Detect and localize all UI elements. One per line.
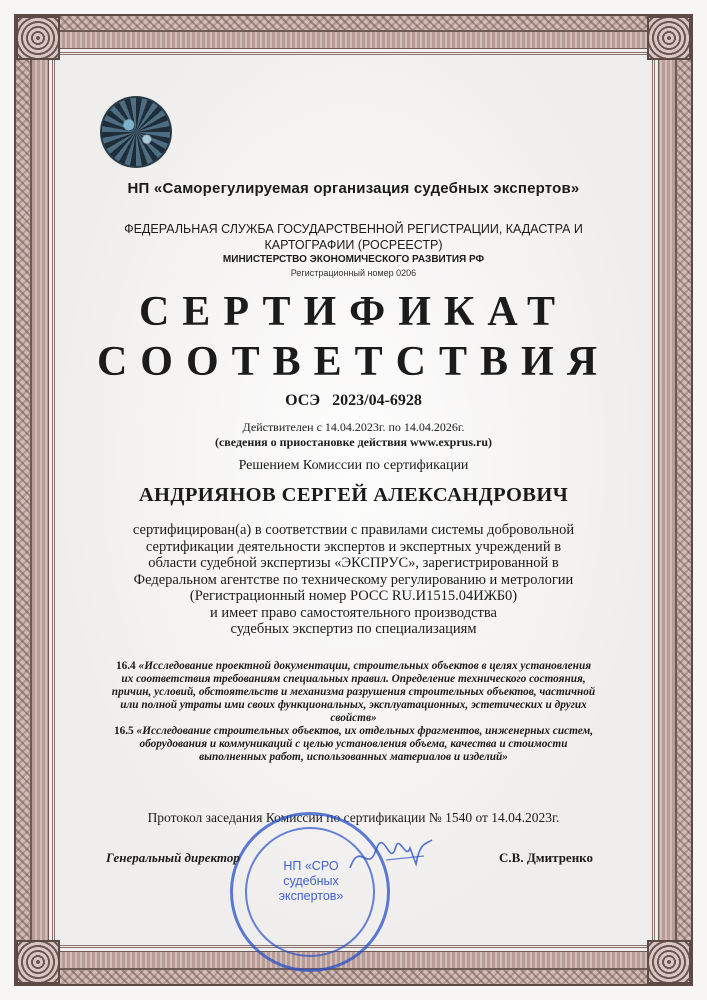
certificate-prefix: ОСЭ (285, 392, 321, 409)
corner-ornament (16, 940, 60, 984)
statement-line: области судебной экспертизы «ЭКСПРУС», зарегистрированной в (148, 555, 559, 571)
corner-ornament (16, 16, 60, 60)
specialization-code: 16.4 (115, 660, 136, 672)
specialization-code: 16.5 (113, 725, 134, 737)
certification-statement (108, 522, 599, 638)
hologram-seal (100, 96, 172, 168)
protocol-line: Протокол заседания Комиссии по сертификации № 1540 от 14.04.2023г. (147, 810, 560, 825)
specializations-list (110, 660, 597, 764)
validity-period: Действителен с 14.04.2023г. по 14.04.2026г. (242, 420, 465, 434)
statement-line: и имеет право самостоятельного производства (210, 604, 497, 621)
director-title: Генеральный директор (106, 850, 240, 865)
signature-icon (346, 830, 436, 880)
certificate-title-line-2: СООТВЕТСТВИЯ (96, 339, 611, 385)
specialization-item (110, 725, 597, 764)
organization-name: НП «Саморегулируемая организация судебных экспертов» (127, 180, 580, 197)
corner-ornament (647, 16, 691, 60)
corner-ornament (647, 940, 691, 984)
specialization-text: «Исследование проектной документации, строительных объектов в целях установления их соответствия требованиям специальных правил. Определение технического состояния, причин, условий, обстоятельств и механизма разрушения строительных объектов, частичной или полной утраты ими своих функциональных, эксплуатационных, эстетических и других свойств» (111, 660, 596, 724)
specialization-text: «Исследование строительных объектов, их отдельных фрагментов, инженерных систем, оборудования и коммуникаций с целью установления объема, качества и стоимости выполненных работ, использованных материалов и изделий» (136, 725, 594, 763)
holder-name: АНДРИЯНОВ СЕРГЕЙ АЛЕКСАНДРОВИЧ (138, 484, 569, 506)
specialization-item (110, 660, 597, 725)
certificate-number-value: 2023/04-6928 (332, 392, 422, 409)
agency-line-1: ФЕДЕРАЛЬНАЯ СЛУЖБА ГОСУДАРСТВЕННОЙ РЕГИСТРАЦИИ, КАДАСТРА И (124, 222, 583, 236)
statement-line: Федеральном агентстве по техническому регулированию и метрологии (133, 571, 574, 588)
agency-line-2: КАРТОГРАФИИ (РОСРЕЕСТР) (264, 238, 443, 252)
statement-line: сертифицирован(а) в соответствии с правилами системы добровольной (132, 522, 575, 538)
ministry-name: МИНИСТЕРСТВО ЭКОНОМИЧЕСКОГО РАЗВИТИЯ РФ (222, 254, 485, 265)
statement-line: судебных экспертиз по специализациям (230, 621, 477, 637)
statement-line: сертификации деятельности экспертов и экспертных учреждений в (145, 538, 562, 555)
statement-line: (Регистрационный номер РОСС RU.И1515.04ИЖБ0) (189, 588, 518, 604)
suspension-note: (сведения о приостановке действия www.exprus.ru) (214, 435, 492, 449)
director-name: С.В. Дмитренко (499, 850, 593, 865)
certificate-number (0, 392, 707, 410)
registration-number: Регистрационный номер 0206 (290, 268, 417, 278)
commission-decision: Решением Комиссии по сертификации (238, 458, 469, 473)
stamp-center-text: НП «СРО судебных экспертов» (278, 859, 344, 903)
certificate-title-line-1: СЕРТИФИКАТ (138, 289, 569, 335)
